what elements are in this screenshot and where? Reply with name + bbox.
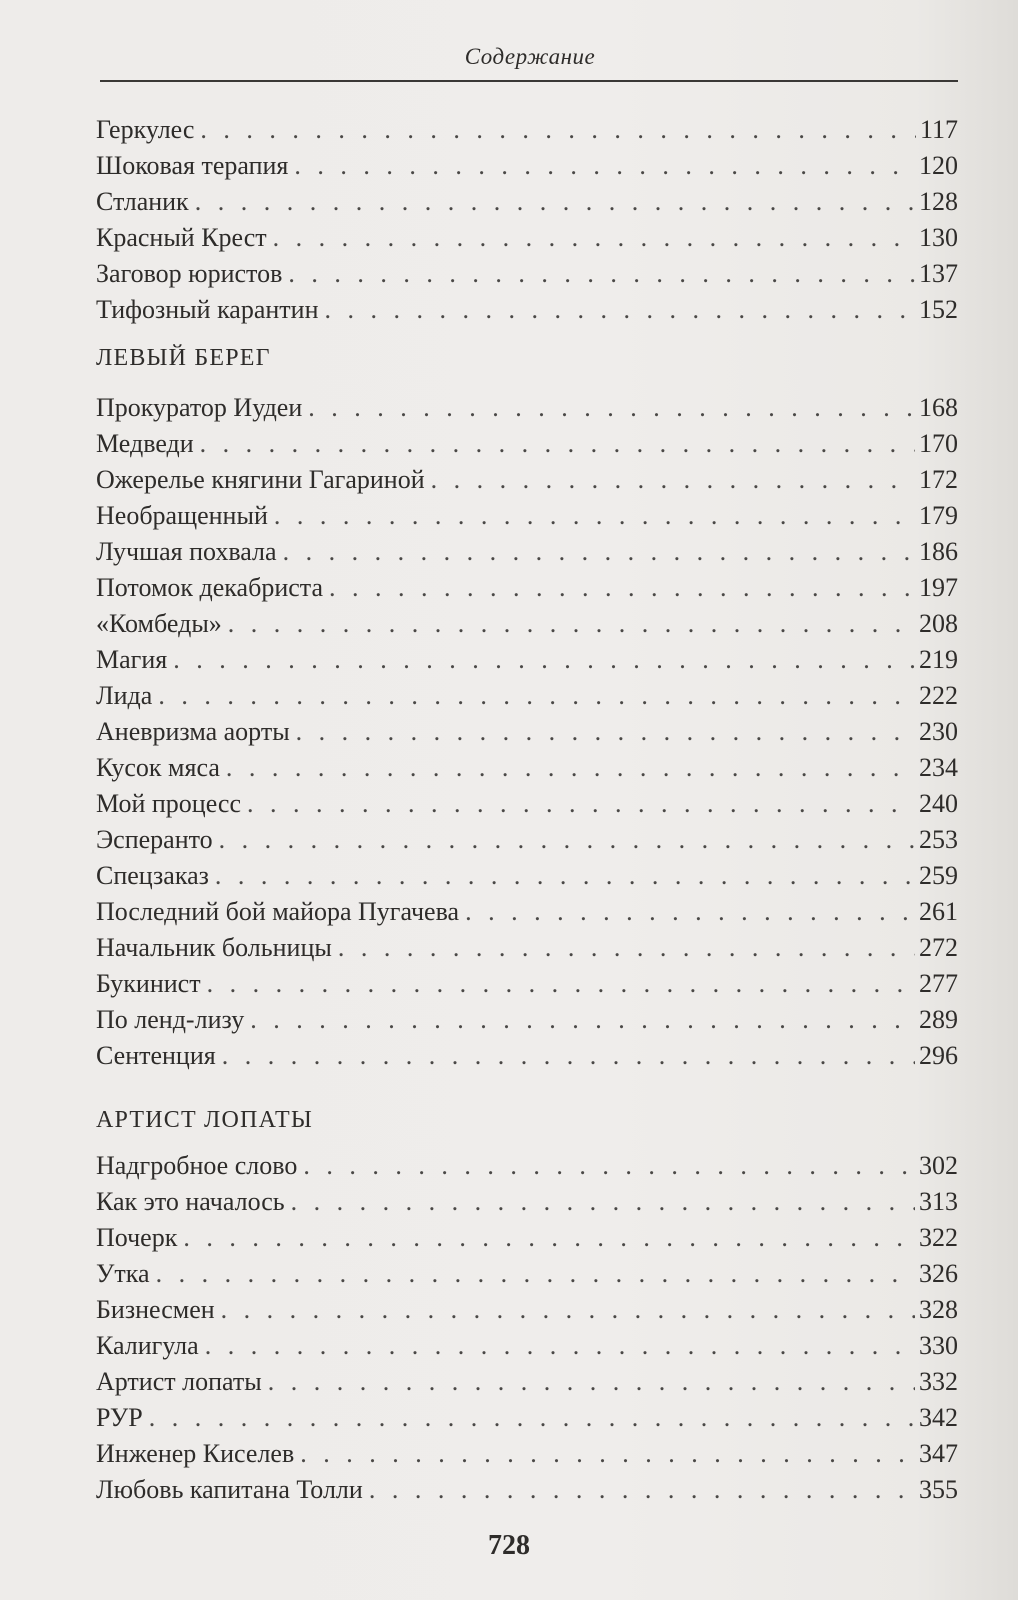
toc-entry-page: 152 <box>919 295 958 324</box>
toc-entry-page: 170 <box>919 429 958 458</box>
toc-entry <box>96 1400 958 1436</box>
toc-entry <box>96 1328 958 1364</box>
toc-entry-page: 117 <box>919 115 958 144</box>
toc-entry-title: Почерк <box>96 1223 178 1252</box>
leader-dots <box>308 390 915 426</box>
leader-dots <box>222 1038 915 1074</box>
toc-entry-title: Аневризма аорты <box>96 717 290 746</box>
toc-entry <box>96 112 958 148</box>
leader-dots <box>465 894 915 930</box>
toc-entry-page: 120 <box>919 151 958 180</box>
toc-entry <box>96 1002 958 1038</box>
toc-entry-page: 137 <box>919 259 958 288</box>
toc-entry-page: 322 <box>919 1223 958 1252</box>
toc-entry-title: Калигула <box>96 1331 199 1360</box>
toc-entry-page: 328 <box>919 1295 958 1324</box>
toc-entry <box>96 220 958 256</box>
toc-entry <box>96 1292 958 1328</box>
toc-entry-title: Сентенция <box>96 1041 216 1070</box>
toc-entry-title: Бизнесмен <box>96 1295 215 1324</box>
section-title: ЛЕВЫЙ БЕРЕГ <box>96 345 271 371</box>
leader-dots <box>283 534 915 570</box>
toc-entry <box>96 606 958 642</box>
leader-dots <box>431 462 915 498</box>
leader-dots <box>273 220 915 256</box>
toc-entry-title: Эсперанто <box>96 825 213 854</box>
leader-dots <box>325 292 916 328</box>
toc-entry-page: 172 <box>919 465 958 494</box>
toc-entry-page: 208 <box>919 609 958 638</box>
toc-entry <box>96 858 958 894</box>
leader-dots <box>294 148 915 184</box>
toc-entry <box>96 678 958 714</box>
toc-entry-page: 313 <box>919 1187 958 1216</box>
toc-entry-title: Мой процесс <box>96 789 241 818</box>
leader-dots <box>200 426 915 462</box>
toc-entry <box>96 184 958 220</box>
toc-entry-page: 186 <box>919 537 958 566</box>
toc-entry <box>96 534 958 570</box>
toc-entry-title: Геркулес <box>96 115 195 144</box>
toc-entry-title: Артист лопаты <box>96 1367 262 1396</box>
toc-entry <box>96 1472 958 1508</box>
toc-entry-title: Заговор юристов <box>96 259 283 288</box>
toc-entry <box>96 1148 958 1184</box>
leader-dots <box>329 570 915 606</box>
leader-dots <box>300 1436 915 1472</box>
page-number: 728 <box>488 1530 530 1561</box>
toc-entry-page: 130 <box>919 223 958 252</box>
leader-dots <box>268 1364 915 1400</box>
toc-entry-page: 197 <box>919 573 958 602</box>
toc-entry-title: «Комбеды» <box>96 609 222 638</box>
toc-entry-page: 219 <box>919 645 958 674</box>
toc-entry-page: 332 <box>919 1367 958 1396</box>
toc-entry-page: 128 <box>919 187 958 216</box>
leader-dots <box>215 858 915 894</box>
toc-entry <box>96 256 958 292</box>
toc-entry <box>96 292 958 328</box>
toc-entry-page: 261 <box>919 897 958 926</box>
leader-dots <box>200 112 916 148</box>
running-head: Содержание <box>464 44 596 69</box>
toc-entry <box>96 570 958 606</box>
toc-entry-title: Лида <box>96 681 153 710</box>
leader-dots <box>274 498 915 534</box>
leader-dots <box>205 1328 915 1364</box>
toc-entry-page: 342 <box>919 1403 958 1432</box>
toc-entry-title: Кусок мяса <box>96 753 220 782</box>
toc-entry-title: Стланик <box>96 187 189 216</box>
toc-entry <box>96 1184 958 1220</box>
toc-entry-title: Спецзаказ <box>96 861 209 890</box>
toc-entry-page: 222 <box>919 681 958 710</box>
toc-entry-page: 179 <box>919 501 958 530</box>
toc-entry <box>96 1220 958 1256</box>
toc-entry-page: 253 <box>919 825 958 854</box>
section-title: АРТИСТ ЛОПАТЫ <box>96 1107 313 1133</box>
toc-entry-title: Магия <box>96 645 168 674</box>
toc-entry <box>96 1256 958 1292</box>
toc-entry-page: 168 <box>919 393 958 422</box>
leader-dots <box>338 930 915 966</box>
toc-entry <box>96 786 958 822</box>
toc-entry-title: Лучшая похвала <box>96 537 277 566</box>
toc-entry-page: 302 <box>919 1151 958 1180</box>
leader-dots <box>158 678 915 714</box>
toc-entry-title: Необращенный <box>96 501 268 530</box>
toc-entry-title: Утка <box>96 1259 150 1288</box>
toc-entry-title: Прокуратор Иудеи <box>96 393 303 422</box>
toc-entry <box>96 498 958 534</box>
toc-entry-page: 230 <box>919 717 958 746</box>
toc-entry <box>96 642 958 678</box>
toc-entry-page: 289 <box>919 1005 958 1034</box>
toc-entry <box>96 714 958 750</box>
toc-entry-page: 326 <box>919 1259 958 1288</box>
toc-entry-title: Надгробное слово <box>96 1151 298 1180</box>
leader-dots <box>156 1256 915 1292</box>
toc-entry <box>96 822 958 858</box>
toc-entry-title: РУР <box>96 1403 143 1432</box>
toc-entry-title: Инженер Киселев <box>96 1439 295 1468</box>
leader-dots <box>207 966 915 1002</box>
toc-entry-title: Букинист <box>96 969 201 998</box>
toc-entry-title: Любовь капитана Толли <box>96 1475 363 1504</box>
toc-entry-title: Медведи <box>96 429 194 458</box>
toc-entry-title: Потомок декабриста <box>96 573 323 602</box>
leader-dots <box>303 1148 915 1184</box>
toc-entry <box>96 894 958 930</box>
leader-dots <box>288 256 915 292</box>
toc-entry <box>96 426 958 462</box>
toc-entry-page: 296 <box>919 1041 958 1070</box>
toc-entry-page: 347 <box>919 1439 958 1468</box>
toc-entry-page: 240 <box>919 789 958 818</box>
toc-entry-page: 272 <box>919 933 958 962</box>
toc-entry-page: 330 <box>919 1331 958 1360</box>
toc-entry-title: Красный Крест <box>96 223 267 252</box>
leader-dots <box>149 1400 915 1436</box>
toc-entry <box>96 966 958 1002</box>
leader-dots <box>183 1220 915 1256</box>
toc-entry <box>96 1038 958 1074</box>
leader-dots <box>221 1292 915 1328</box>
toc-entry-title: Как это началось <box>96 1187 285 1216</box>
toc-entry <box>96 148 958 184</box>
toc-entry-title: Начальник больницы <box>96 933 332 962</box>
leader-dots <box>296 714 915 750</box>
toc-entry-title: Шоковая терапия <box>96 151 289 180</box>
toc-entry-page: 277 <box>919 969 958 998</box>
header-rule <box>100 80 958 82</box>
toc-entry <box>96 1364 958 1400</box>
leader-dots <box>228 606 915 642</box>
toc-entry-page: 355 <box>919 1475 958 1504</box>
toc-entry <box>96 1436 958 1472</box>
toc-entry-title: Ожерелье княгини Гагариной <box>96 465 425 494</box>
toc-entry <box>96 462 958 498</box>
leader-dots <box>226 750 915 786</box>
toc-entry-page: 259 <box>919 861 958 890</box>
toc-entry-title: По ленд-лизу <box>96 1005 245 1034</box>
toc-entry <box>96 390 958 426</box>
leader-dots <box>219 822 915 858</box>
leader-dots <box>369 1472 915 1508</box>
toc-entry <box>96 930 958 966</box>
toc-entry-title: Последний бой майора Пугачева <box>96 897 460 926</box>
leader-dots <box>173 642 915 678</box>
toc-entry-title: Тифозный карантин <box>96 295 319 324</box>
leader-dots <box>247 786 915 822</box>
leader-dots <box>250 1002 915 1038</box>
toc-entry <box>96 750 958 786</box>
leader-dots <box>291 1184 915 1220</box>
leader-dots <box>195 184 915 220</box>
toc-entry-page: 234 <box>919 753 958 782</box>
